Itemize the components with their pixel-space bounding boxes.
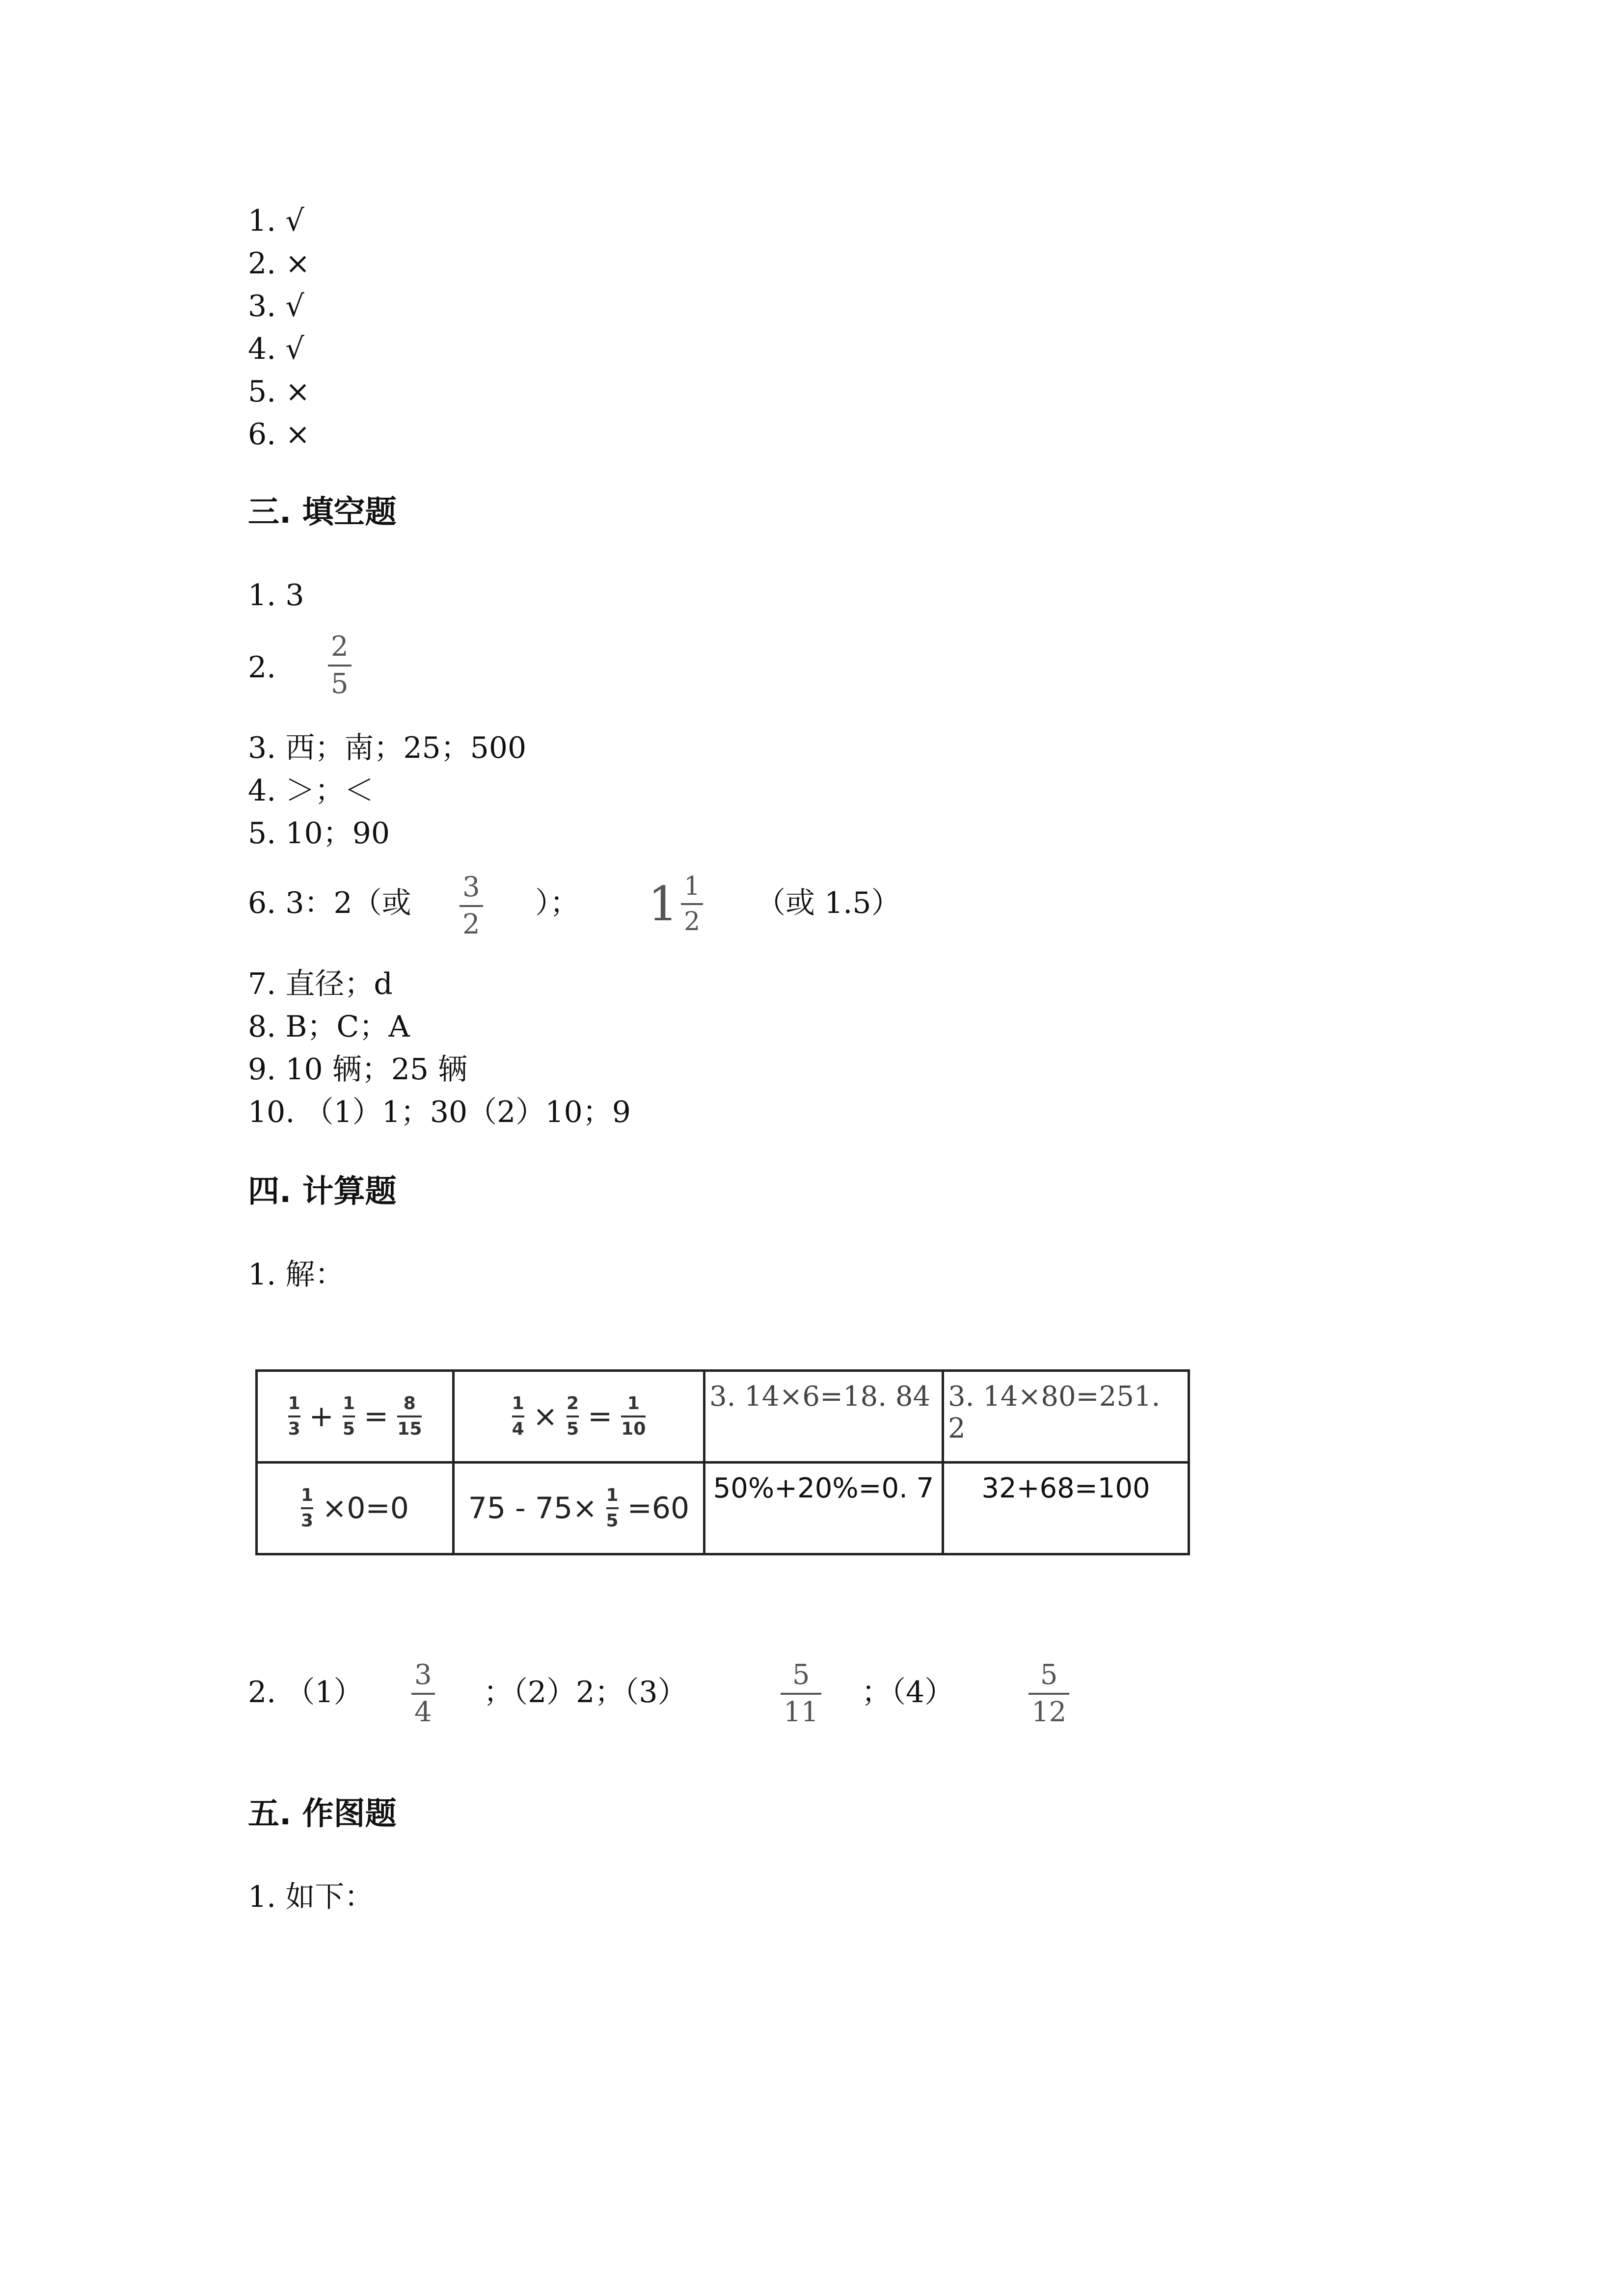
judge-answer-3: 3. √ <box>248 289 304 323</box>
fill-answer-7: 7. 直径；d <box>248 967 393 1001</box>
fill-answer-1: 1. 3 <box>248 578 304 613</box>
expr-cell: 3. 14×80=251. 2 <box>948 1381 1161 1444</box>
calc-answer-2-fraction-3: 5 12 <box>1029 1661 1069 1726</box>
table-row <box>257 1463 1189 1554</box>
expr-fraction-times-zero: 1 3 ×0=0 <box>301 1485 409 1531</box>
section-heading-calculation: 四. 计算题 <box>248 1174 397 1210</box>
fill-answer-9: 9. 10 辆；25 辆 <box>248 1052 468 1087</box>
mixed-fraction <box>681 874 703 934</box>
fraction-numerator: 3 <box>462 871 480 903</box>
expr-cell: 3. 14×6=18. 84 <box>709 1381 931 1413</box>
table-cell <box>454 1463 704 1554</box>
table-cell <box>943 1371 1189 1463</box>
table-row <box>257 1371 1189 1463</box>
table-cell <box>257 1463 454 1554</box>
fill-answer-2-label: 2. <box>248 650 276 685</box>
expr-fraction-product: 1 4 × 2 5 = 1 10 <box>512 1393 646 1439</box>
judge-answer-6: 6. × <box>248 417 310 452</box>
fraction-denominator: 2 <box>684 907 701 936</box>
table-cell <box>257 1371 454 1463</box>
fraction-denominator: 2 <box>462 908 480 940</box>
fill-answer-8: 8. B；C；A <box>248 1010 410 1044</box>
fill-answer-5: 5. 10；90 <box>248 816 390 851</box>
mixed-whole: 1 <box>648 877 678 932</box>
table-cell <box>704 1463 943 1554</box>
drawing-answer-1-label: 1. 如下： <box>248 1880 374 1914</box>
fraction-bar <box>460 905 483 907</box>
calc-answer-2-prefix: 2. （1） <box>248 1675 363 1709</box>
calc-answer-2-mid-1: ；（2）2；（3） <box>484 1675 687 1709</box>
expr-subtraction: 75 - 75× 1 5 =60 <box>468 1485 690 1531</box>
calc-answer-2-fraction-2: 5 11 <box>781 1661 821 1726</box>
judge-answer-2: 2. × <box>248 246 310 281</box>
fraction-denominator: 5 <box>331 668 349 700</box>
fraction-bar <box>681 903 703 905</box>
judge-answer-4: 4. √ <box>248 332 304 366</box>
calc-table <box>255 1369 1190 1555</box>
expr-cell: 50%+20%=0. 7 <box>713 1472 934 1504</box>
fill-answer-6-mixed-number <box>648 874 703 934</box>
expr-cell: 32+68=100 <box>981 1472 1150 1504</box>
fraction-numerator: 1 <box>684 872 701 901</box>
fraction-numerator: 2 <box>331 631 349 663</box>
fill-answer-10: 10. （1）1；30（2）10；9 <box>248 1095 631 1129</box>
fill-answer-6-fraction <box>460 871 483 940</box>
fill-answer-4: 4. ＞；＜ <box>248 774 374 808</box>
table-cell <box>454 1371 704 1463</box>
fill-answer-6-prefix: 6. 3：2（或 <box>248 886 411 920</box>
calc-answer-2-fraction-1: 3 4 <box>411 1661 435 1726</box>
section-heading-fill-blank: 三. 填空题 <box>248 494 397 531</box>
table-cell <box>704 1371 943 1463</box>
judge-answer-5: 5. × <box>248 374 310 409</box>
fraction-bar <box>328 665 352 667</box>
section-heading-drawing: 五. 作图题 <box>248 1796 397 1832</box>
fill-answer-2-fraction <box>328 633 352 698</box>
judge-answer-1: 1. √ <box>248 204 304 238</box>
calc-answer-1-label: 1. 解： <box>248 1257 345 1292</box>
fill-answer-6-mid: ）； <box>535 886 579 920</box>
calc-answer-2-mid-2: ；（4） <box>862 1675 954 1709</box>
table-cell <box>943 1463 1189 1554</box>
expr-fraction-sum: 1 3 + 1 5 = 8 15 <box>288 1393 422 1439</box>
fill-answer-6-suffix: （或 1.5） <box>756 886 901 920</box>
fill-answer-3: 3. 西；南；25；500 <box>248 731 527 765</box>
